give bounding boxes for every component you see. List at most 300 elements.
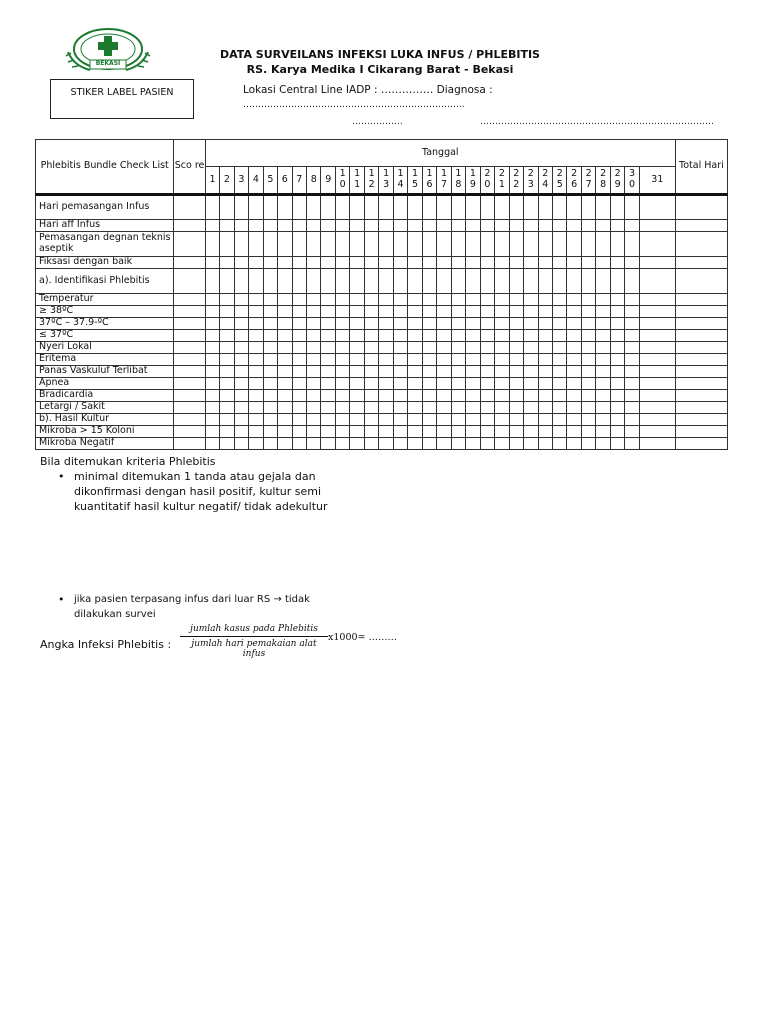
day-cell[interactable] xyxy=(408,330,422,342)
day-cell[interactable] xyxy=(567,438,581,450)
day-cell[interactable] xyxy=(408,426,422,438)
day-cell[interactable] xyxy=(379,294,393,306)
day-cell[interactable] xyxy=(321,306,335,318)
day-cell[interactable] xyxy=(335,195,349,220)
day-cell[interactable] xyxy=(350,318,364,330)
day-cell[interactable] xyxy=(350,342,364,354)
day-cell[interactable] xyxy=(220,342,234,354)
day-cell[interactable] xyxy=(350,366,364,378)
score-cell[interactable] xyxy=(174,330,205,342)
day-cell[interactable] xyxy=(437,269,451,294)
day-cell[interactable] xyxy=(263,195,277,220)
day-cell[interactable] xyxy=(379,342,393,354)
day-cell[interactable] xyxy=(538,426,552,438)
day-cell[interactable] xyxy=(263,402,277,414)
day-cell[interactable] xyxy=(292,354,306,366)
day-cell[interactable] xyxy=(307,402,321,414)
day-cell[interactable] xyxy=(393,257,407,269)
day-cell[interactable] xyxy=(567,342,581,354)
day-cell[interactable] xyxy=(422,378,436,390)
day-cell[interactable] xyxy=(321,426,335,438)
day-cell[interactable] xyxy=(610,232,624,257)
day-cell[interactable] xyxy=(422,354,436,366)
day-cell[interactable] xyxy=(205,294,219,306)
day-cell[interactable] xyxy=(263,354,277,366)
day-cell[interactable] xyxy=(364,257,378,269)
day-cell[interactable] xyxy=(466,269,480,294)
day-cell[interactable] xyxy=(234,195,248,220)
day-cell[interactable] xyxy=(466,232,480,257)
day-cell[interactable] xyxy=(480,342,494,354)
day-cell[interactable] xyxy=(393,342,407,354)
day-cell[interactable] xyxy=(422,294,436,306)
day-cell[interactable] xyxy=(509,402,523,414)
total-cell[interactable] xyxy=(675,366,727,378)
day-cell[interactable] xyxy=(422,366,436,378)
day-cell[interactable] xyxy=(451,294,465,306)
day-cell[interactable] xyxy=(321,318,335,330)
day-cell[interactable] xyxy=(596,342,610,354)
day-cell[interactable] xyxy=(437,426,451,438)
day-cell[interactable] xyxy=(292,330,306,342)
day-cell[interactable] xyxy=(480,294,494,306)
day-cell[interactable] xyxy=(567,378,581,390)
day-cell[interactable] xyxy=(307,330,321,342)
day-cell[interactable] xyxy=(422,426,436,438)
day-cell[interactable] xyxy=(321,220,335,232)
day-cell[interactable] xyxy=(625,438,639,450)
day-cell[interactable] xyxy=(307,306,321,318)
day-cell[interactable] xyxy=(495,318,509,330)
day-cell[interactable] xyxy=(639,318,675,330)
day-cell[interactable] xyxy=(422,402,436,414)
day-cell[interactable] xyxy=(625,220,639,232)
day-cell[interactable] xyxy=(639,426,675,438)
day-cell[interactable] xyxy=(278,342,292,354)
day-cell[interactable] xyxy=(307,195,321,220)
day-cell[interactable] xyxy=(379,306,393,318)
day-cell[interactable] xyxy=(278,220,292,232)
day-cell[interactable] xyxy=(422,195,436,220)
day-cell[interactable] xyxy=(495,390,509,402)
day-cell[interactable] xyxy=(495,195,509,220)
score-cell[interactable] xyxy=(174,195,205,220)
day-cell[interactable] xyxy=(552,294,566,306)
total-cell[interactable] xyxy=(675,269,727,294)
day-cell[interactable] xyxy=(205,342,219,354)
day-cell[interactable] xyxy=(538,414,552,426)
day-cell[interactable] xyxy=(205,269,219,294)
day-cell[interactable] xyxy=(205,390,219,402)
day-cell[interactable] xyxy=(263,306,277,318)
day-cell[interactable] xyxy=(466,220,480,232)
day-cell[interactable] xyxy=(524,195,538,220)
day-cell[interactable] xyxy=(278,318,292,330)
day-cell[interactable] xyxy=(263,390,277,402)
day-cell[interactable] xyxy=(480,318,494,330)
day-cell[interactable] xyxy=(220,354,234,366)
day-cell[interactable] xyxy=(335,269,349,294)
day-cell[interactable] xyxy=(249,306,263,318)
day-cell[interactable] xyxy=(422,306,436,318)
day-cell[interactable] xyxy=(581,257,595,269)
day-cell[interactable] xyxy=(567,294,581,306)
day-cell[interactable] xyxy=(581,220,595,232)
day-cell[interactable] xyxy=(639,195,675,220)
day-cell[interactable] xyxy=(350,306,364,318)
day-cell[interactable] xyxy=(581,402,595,414)
score-cell[interactable] xyxy=(174,438,205,450)
score-cell[interactable] xyxy=(174,354,205,366)
day-cell[interactable] xyxy=(625,354,639,366)
day-cell[interactable] xyxy=(234,220,248,232)
day-cell[interactable] xyxy=(581,306,595,318)
day-cell[interactable] xyxy=(524,220,538,232)
day-cell[interactable] xyxy=(480,257,494,269)
day-cell[interactable] xyxy=(292,402,306,414)
day-cell[interactable] xyxy=(350,402,364,414)
day-cell[interactable] xyxy=(220,232,234,257)
day-cell[interactable] xyxy=(625,330,639,342)
day-cell[interactable] xyxy=(581,366,595,378)
day-cell[interactable] xyxy=(379,220,393,232)
day-cell[interactable] xyxy=(234,342,248,354)
day-cell[interactable] xyxy=(220,318,234,330)
total-cell[interactable] xyxy=(675,426,727,438)
day-cell[interactable] xyxy=(466,402,480,414)
day-cell[interactable] xyxy=(278,378,292,390)
day-cell[interactable] xyxy=(480,366,494,378)
day-cell[interactable] xyxy=(335,402,349,414)
day-cell[interactable] xyxy=(379,438,393,450)
day-cell[interactable] xyxy=(581,195,595,220)
day-cell[interactable] xyxy=(567,306,581,318)
day-cell[interactable] xyxy=(610,342,624,354)
day-cell[interactable] xyxy=(625,414,639,426)
score-cell[interactable] xyxy=(174,257,205,269)
day-cell[interactable] xyxy=(335,257,349,269)
day-cell[interactable] xyxy=(610,330,624,342)
day-cell[interactable] xyxy=(552,402,566,414)
day-cell[interactable] xyxy=(220,195,234,220)
day-cell[interactable] xyxy=(596,402,610,414)
day-cell[interactable] xyxy=(552,390,566,402)
day-cell[interactable] xyxy=(350,220,364,232)
day-cell[interactable] xyxy=(422,269,436,294)
day-cell[interactable] xyxy=(437,414,451,426)
day-cell[interactable] xyxy=(552,342,566,354)
day-cell[interactable] xyxy=(249,330,263,342)
day-cell[interactable] xyxy=(437,390,451,402)
day-cell[interactable] xyxy=(393,390,407,402)
day-cell[interactable] xyxy=(278,414,292,426)
day-cell[interactable] xyxy=(451,378,465,390)
day-cell[interactable] xyxy=(408,306,422,318)
day-cell[interactable] xyxy=(307,438,321,450)
day-cell[interactable] xyxy=(639,232,675,257)
day-cell[interactable] xyxy=(379,318,393,330)
day-cell[interactable] xyxy=(278,390,292,402)
day-cell[interactable] xyxy=(567,402,581,414)
day-cell[interactable] xyxy=(538,366,552,378)
day-cell[interactable] xyxy=(393,426,407,438)
day-cell[interactable] xyxy=(234,378,248,390)
day-cell[interactable] xyxy=(466,318,480,330)
total-cell[interactable] xyxy=(675,232,727,257)
day-cell[interactable] xyxy=(509,366,523,378)
day-cell[interactable] xyxy=(552,414,566,426)
day-cell[interactable] xyxy=(321,378,335,390)
day-cell[interactable] xyxy=(249,269,263,294)
day-cell[interactable] xyxy=(364,390,378,402)
day-cell[interactable] xyxy=(495,438,509,450)
day-cell[interactable] xyxy=(408,414,422,426)
day-cell[interactable] xyxy=(524,354,538,366)
day-cell[interactable] xyxy=(234,354,248,366)
day-cell[interactable] xyxy=(408,318,422,330)
day-cell[interactable] xyxy=(205,330,219,342)
day-cell[interactable] xyxy=(480,414,494,426)
day-cell[interactable] xyxy=(350,257,364,269)
day-cell[interactable] xyxy=(335,366,349,378)
day-cell[interactable] xyxy=(552,306,566,318)
day-cell[interactable] xyxy=(451,366,465,378)
day-cell[interactable] xyxy=(451,354,465,366)
day-cell[interactable] xyxy=(596,390,610,402)
total-cell[interactable] xyxy=(675,402,727,414)
day-cell[interactable] xyxy=(524,257,538,269)
day-cell[interactable] xyxy=(249,390,263,402)
day-cell[interactable] xyxy=(393,354,407,366)
day-cell[interactable] xyxy=(408,402,422,414)
day-cell[interactable] xyxy=(625,402,639,414)
day-cell[interactable] xyxy=(321,390,335,402)
day-cell[interactable] xyxy=(610,318,624,330)
day-cell[interactable] xyxy=(552,257,566,269)
day-cell[interactable] xyxy=(581,426,595,438)
day-cell[interactable] xyxy=(466,306,480,318)
day-cell[interactable] xyxy=(524,438,538,450)
day-cell[interactable] xyxy=(350,354,364,366)
total-cell[interactable] xyxy=(675,330,727,342)
day-cell[interactable] xyxy=(205,318,219,330)
day-cell[interactable] xyxy=(451,426,465,438)
day-cell[interactable] xyxy=(307,232,321,257)
day-cell[interactable] xyxy=(451,318,465,330)
day-cell[interactable] xyxy=(263,232,277,257)
day-cell[interactable] xyxy=(393,366,407,378)
day-cell[interactable] xyxy=(524,232,538,257)
total-cell[interactable] xyxy=(675,306,727,318)
day-cell[interactable] xyxy=(451,330,465,342)
day-cell[interactable] xyxy=(524,330,538,342)
day-cell[interactable] xyxy=(393,402,407,414)
day-cell[interactable] xyxy=(480,269,494,294)
day-cell[interactable] xyxy=(437,232,451,257)
score-cell[interactable] xyxy=(174,269,205,294)
day-cell[interactable] xyxy=(249,354,263,366)
day-cell[interactable] xyxy=(509,354,523,366)
day-cell[interactable] xyxy=(466,378,480,390)
day-cell[interactable] xyxy=(625,195,639,220)
day-cell[interactable] xyxy=(249,402,263,414)
day-cell[interactable] xyxy=(422,220,436,232)
day-cell[interactable] xyxy=(321,342,335,354)
day-cell[interactable] xyxy=(538,257,552,269)
day-cell[interactable] xyxy=(451,269,465,294)
day-cell[interactable] xyxy=(625,390,639,402)
day-cell[interactable] xyxy=(220,366,234,378)
day-cell[interactable] xyxy=(437,402,451,414)
day-cell[interactable] xyxy=(567,220,581,232)
day-cell[interactable] xyxy=(567,318,581,330)
day-cell[interactable] xyxy=(321,438,335,450)
day-cell[interactable] xyxy=(292,294,306,306)
day-cell[interactable] xyxy=(480,438,494,450)
day-cell[interactable] xyxy=(220,390,234,402)
day-cell[interactable] xyxy=(495,232,509,257)
day-cell[interactable] xyxy=(552,378,566,390)
day-cell[interactable] xyxy=(437,195,451,220)
day-cell[interactable] xyxy=(509,318,523,330)
day-cell[interactable] xyxy=(307,390,321,402)
day-cell[interactable] xyxy=(625,378,639,390)
day-cell[interactable] xyxy=(278,232,292,257)
day-cell[interactable] xyxy=(205,378,219,390)
day-cell[interactable] xyxy=(393,306,407,318)
day-cell[interactable] xyxy=(596,366,610,378)
day-cell[interactable] xyxy=(451,414,465,426)
day-cell[interactable] xyxy=(234,414,248,426)
day-cell[interactable] xyxy=(480,426,494,438)
day-cell[interactable] xyxy=(610,306,624,318)
day-cell[interactable] xyxy=(451,438,465,450)
day-cell[interactable] xyxy=(321,269,335,294)
day-cell[interactable] xyxy=(205,220,219,232)
day-cell[interactable] xyxy=(567,354,581,366)
day-cell[interactable] xyxy=(379,414,393,426)
day-cell[interactable] xyxy=(249,366,263,378)
day-cell[interactable] xyxy=(379,366,393,378)
day-cell[interactable] xyxy=(581,269,595,294)
day-cell[interactable] xyxy=(292,342,306,354)
day-cell[interactable] xyxy=(205,402,219,414)
day-cell[interactable] xyxy=(581,414,595,426)
day-cell[interactable] xyxy=(567,426,581,438)
day-cell[interactable] xyxy=(307,426,321,438)
day-cell[interactable] xyxy=(422,414,436,426)
day-cell[interactable] xyxy=(234,232,248,257)
day-cell[interactable] xyxy=(437,366,451,378)
day-cell[interactable] xyxy=(437,354,451,366)
day-cell[interactable] xyxy=(581,354,595,366)
day-cell[interactable] xyxy=(639,294,675,306)
day-cell[interactable] xyxy=(639,330,675,342)
day-cell[interactable] xyxy=(610,378,624,390)
day-cell[interactable] xyxy=(509,306,523,318)
day-cell[interactable] xyxy=(364,195,378,220)
day-cell[interactable] xyxy=(422,438,436,450)
score-cell[interactable] xyxy=(174,220,205,232)
day-cell[interactable] xyxy=(278,438,292,450)
day-cell[interactable] xyxy=(321,366,335,378)
day-cell[interactable] xyxy=(292,269,306,294)
day-cell[interactable] xyxy=(408,342,422,354)
day-cell[interactable] xyxy=(538,438,552,450)
day-cell[interactable] xyxy=(408,390,422,402)
day-cell[interactable] xyxy=(639,438,675,450)
day-cell[interactable] xyxy=(495,306,509,318)
score-cell[interactable] xyxy=(174,306,205,318)
total-cell[interactable] xyxy=(675,257,727,269)
day-cell[interactable] xyxy=(205,354,219,366)
day-cell[interactable] xyxy=(567,195,581,220)
day-cell[interactable] xyxy=(422,318,436,330)
day-cell[interactable] xyxy=(524,342,538,354)
day-cell[interactable] xyxy=(639,378,675,390)
day-cell[interactable] xyxy=(509,378,523,390)
day-cell[interactable] xyxy=(437,438,451,450)
day-cell[interactable] xyxy=(509,330,523,342)
day-cell[interactable] xyxy=(466,414,480,426)
day-cell[interactable] xyxy=(495,330,509,342)
day-cell[interactable] xyxy=(263,366,277,378)
day-cell[interactable] xyxy=(625,269,639,294)
day-cell[interactable] xyxy=(364,378,378,390)
day-cell[interactable] xyxy=(596,257,610,269)
day-cell[interactable] xyxy=(495,342,509,354)
day-cell[interactable] xyxy=(205,438,219,450)
day-cell[interactable] xyxy=(321,294,335,306)
day-cell[interactable] xyxy=(509,232,523,257)
day-cell[interactable] xyxy=(596,232,610,257)
day-cell[interactable] xyxy=(364,220,378,232)
day-cell[interactable] xyxy=(610,438,624,450)
day-cell[interactable] xyxy=(292,318,306,330)
day-cell[interactable] xyxy=(495,426,509,438)
day-cell[interactable] xyxy=(220,330,234,342)
day-cell[interactable] xyxy=(437,294,451,306)
day-cell[interactable] xyxy=(408,257,422,269)
day-cell[interactable] xyxy=(205,426,219,438)
day-cell[interactable] xyxy=(581,378,595,390)
day-cell[interactable] xyxy=(552,220,566,232)
total-cell[interactable] xyxy=(675,220,727,232)
day-cell[interactable] xyxy=(278,306,292,318)
day-cell[interactable] xyxy=(524,318,538,330)
day-cell[interactable] xyxy=(509,390,523,402)
day-cell[interactable] xyxy=(567,330,581,342)
day-cell[interactable] xyxy=(292,366,306,378)
day-cell[interactable] xyxy=(451,390,465,402)
day-cell[interactable] xyxy=(495,414,509,426)
day-cell[interactable] xyxy=(364,426,378,438)
day-cell[interactable] xyxy=(249,414,263,426)
day-cell[interactable] xyxy=(480,306,494,318)
day-cell[interactable] xyxy=(466,438,480,450)
day-cell[interactable] xyxy=(335,330,349,342)
day-cell[interactable] xyxy=(249,318,263,330)
day-cell[interactable] xyxy=(552,195,566,220)
day-cell[interactable] xyxy=(234,269,248,294)
day-cell[interactable] xyxy=(538,306,552,318)
day-cell[interactable] xyxy=(596,306,610,318)
day-cell[interactable] xyxy=(639,257,675,269)
day-cell[interactable] xyxy=(335,220,349,232)
day-cell[interactable] xyxy=(509,426,523,438)
day-cell[interactable] xyxy=(610,414,624,426)
day-cell[interactable] xyxy=(234,438,248,450)
